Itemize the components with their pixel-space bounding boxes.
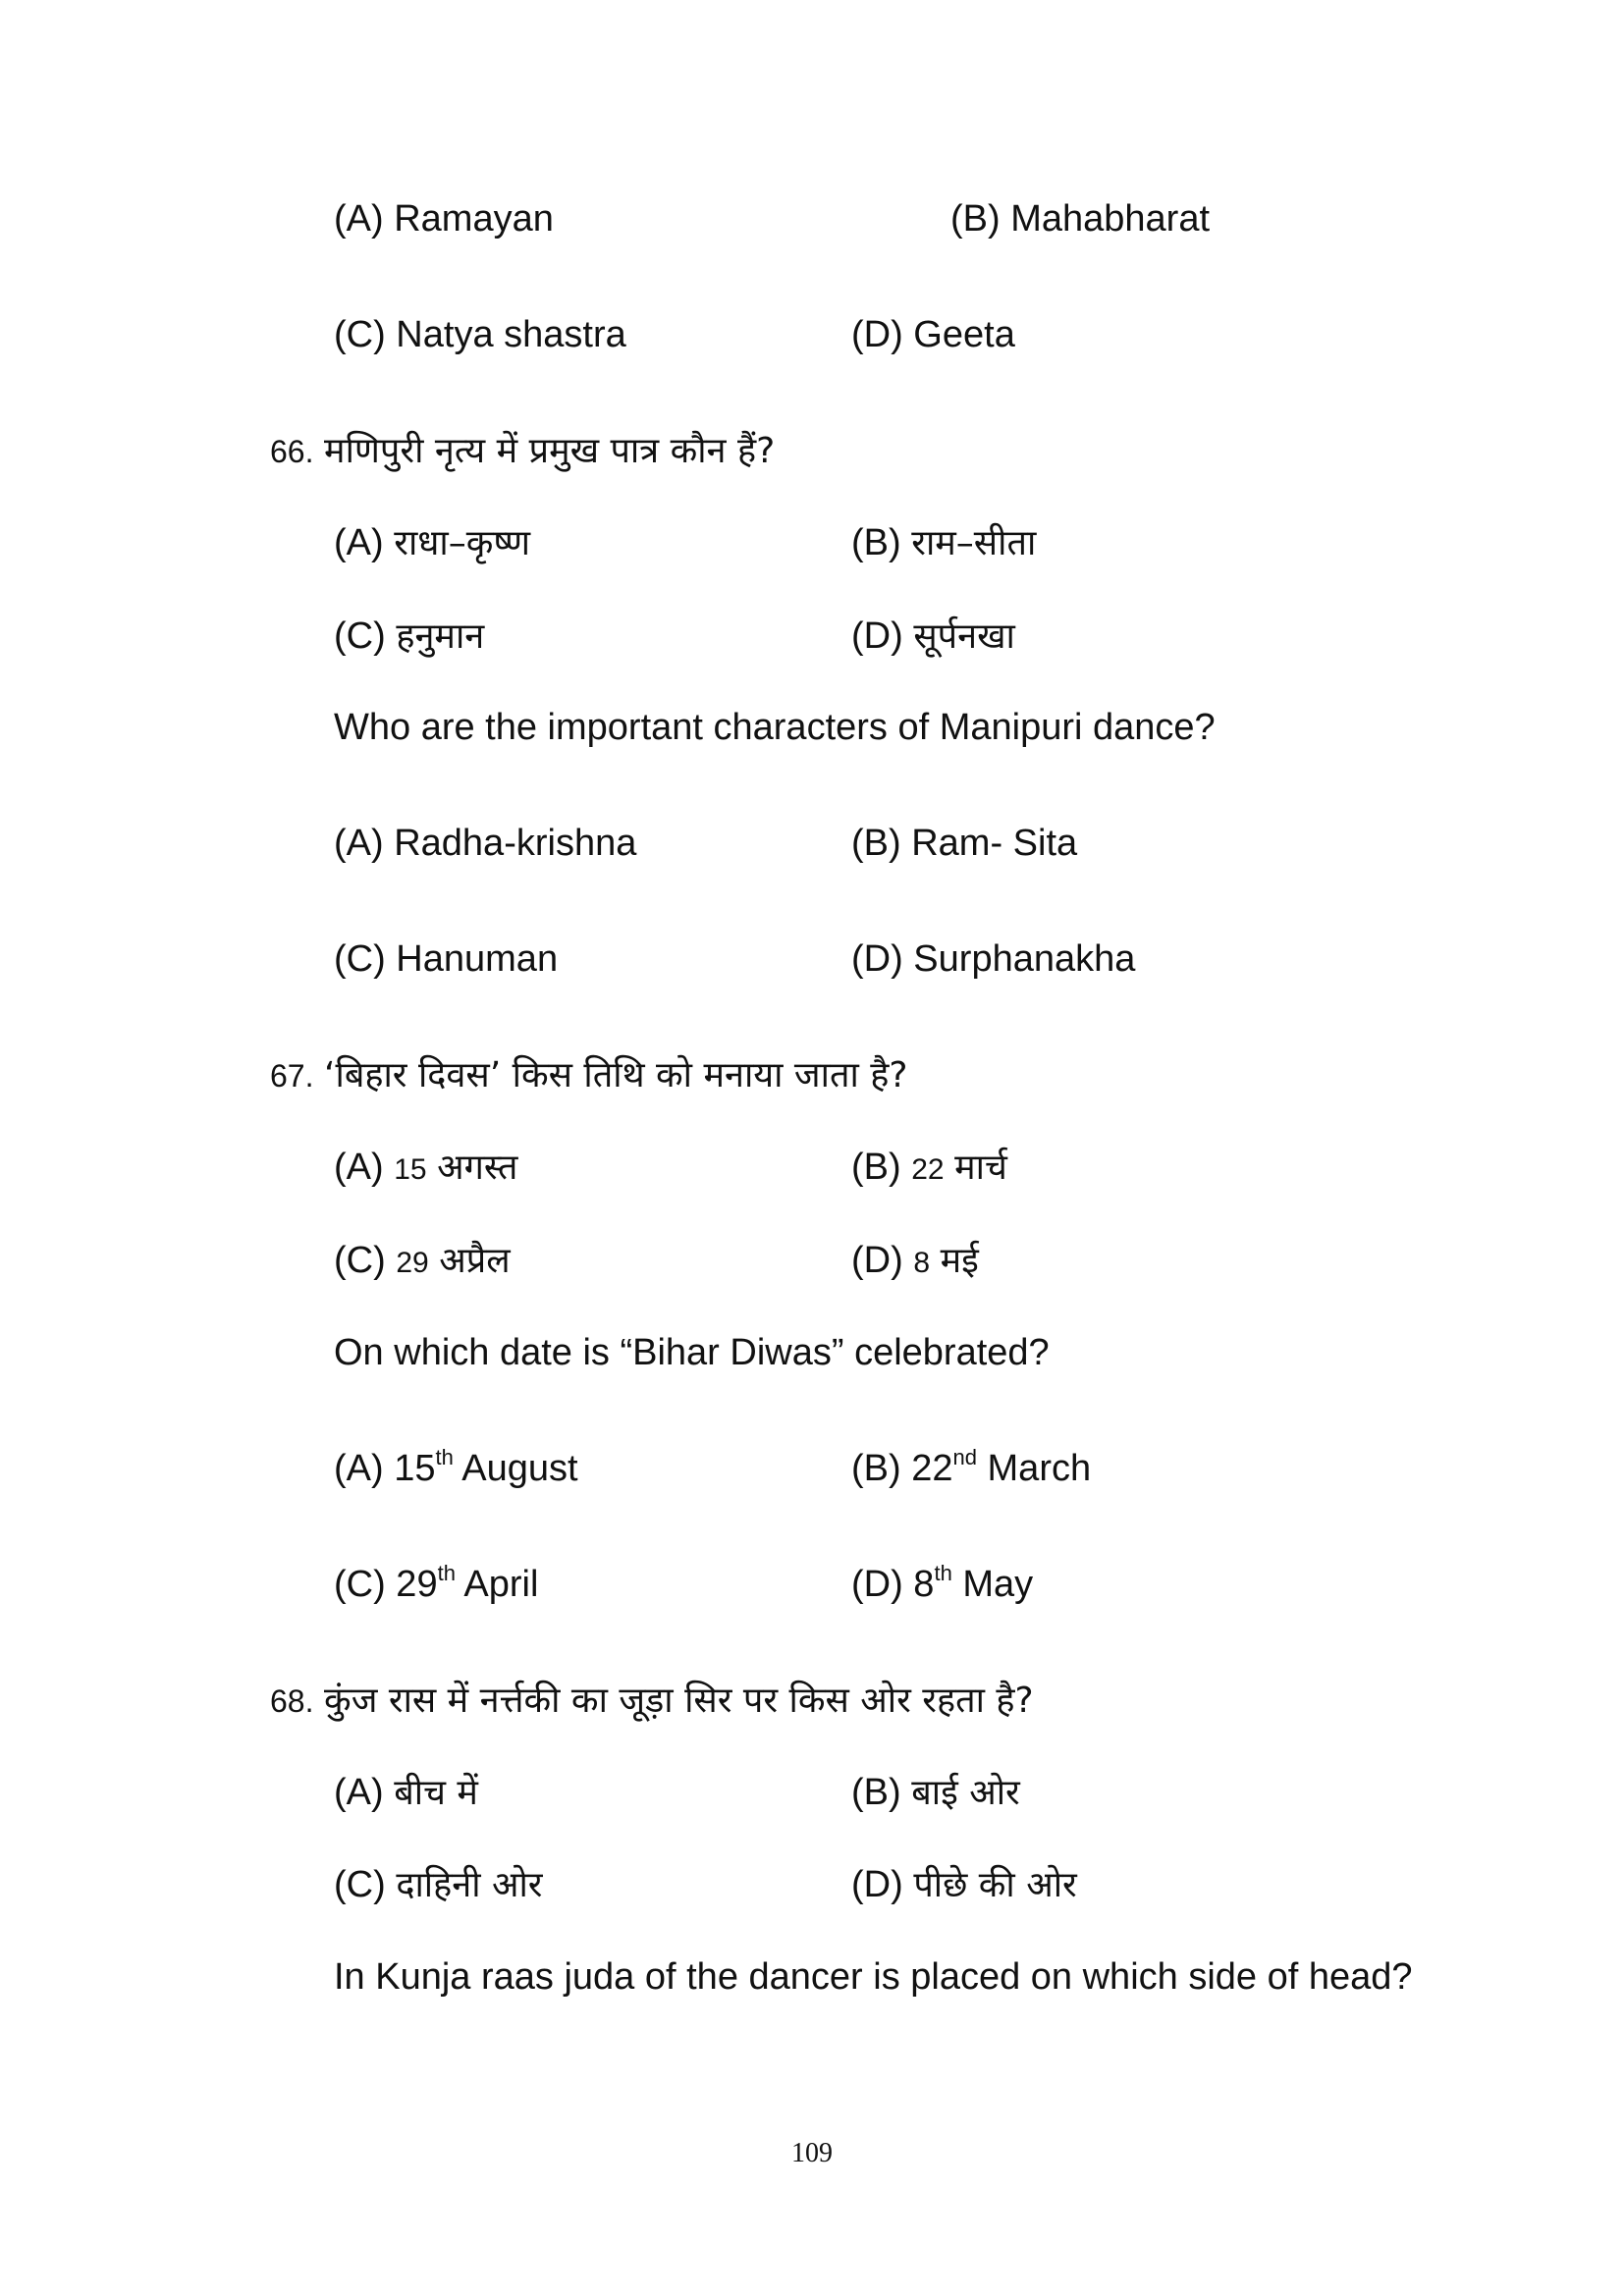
q67-option-d-english [851,1562,1033,1607]
question-67-hindi [270,1052,907,1098]
question-number: 68. [270,1683,314,1719]
q66-option-a-english: (A) Radha-krishna [334,823,637,864]
option-text: राम–सीता [911,523,1037,563]
option-text: August [453,1448,578,1489]
q67-option-a-hindi [334,1145,517,1193]
option-text: अगस्त [437,1148,518,1188]
option-text: दाहिनी ओर [396,1865,543,1905]
option-number: 29 [396,1247,429,1279]
q66-option-d-hindi [851,614,1015,660]
option-text: May [951,1564,1034,1605]
question-68-english: In Kunja raas juda of the dancer is placed on which side of head? [334,1956,1413,1998]
q66-option-a-hindi [334,520,530,566]
q66-option-d-english: (D) Surphanakha [851,938,1136,980]
option-label: (B) [851,1772,901,1813]
q66-option-b-english: (B) Ram- Sita [851,823,1078,864]
option-label: (D) [851,615,903,657]
q67-option-a-english [334,1446,578,1491]
question-text-hindi: मणिपुरी नृत्य में प्रमुख पात्र कौन हैं? [324,431,776,471]
q68-option-b-hindi [851,1770,1020,1816]
option-number: 8 [913,1247,931,1279]
option-text: सूर्पनखा [913,616,1015,657]
option-label: (B) [851,522,901,563]
question-number: 66. [270,434,314,469]
prev-option-a: (A) Ramayan [334,198,554,240]
option-text: (C) 29 [334,1564,438,1605]
option-text: राधा–कृष्ण [394,523,530,563]
q68-option-d-hindi [851,1862,1077,1908]
q66-option-c-hindi [334,614,484,660]
option-number: 22 [911,1153,945,1186]
option-label: (D) [851,1240,903,1281]
q67-option-b-hindi [851,1145,1007,1193]
page-number: 109 [791,2138,833,2168]
ordinal-suffix: th [934,1561,952,1585]
option-text: April [455,1564,539,1605]
q68-option-a-hindi [334,1770,478,1816]
question-number: 67. [270,1058,314,1094]
option-text: पीछे की ओर [913,1865,1077,1905]
option-text: अप्रैल [439,1241,511,1281]
option-label: (C) [334,1240,386,1281]
q66-option-c-english: (C) Hanuman [334,938,559,980]
option-text: (B) 22 [851,1448,953,1489]
question-68-hindi [270,1678,1034,1724]
option-text: (A) 15 [334,1448,436,1489]
ordinal-suffix: th [437,1561,456,1585]
prev-option-b: (B) Mahabharat [950,198,1211,240]
option-number: 15 [394,1153,427,1186]
option-text: बीच में [394,1773,478,1813]
question-text-hindi: ‘बिहार दिवस’ किस तिथि को मनाया जाता है? [324,1055,908,1095]
option-text: मार्च [954,1148,1007,1188]
ordinal-suffix: nd [952,1445,977,1469]
option-text: March [976,1448,1092,1489]
question-67-english: On which date is “Bihar Diwas” celebrated? [334,1332,1050,1373]
option-label: (C) [334,1864,386,1905]
option-text: हनुमान [396,616,485,657]
ordinal-suffix: th [435,1445,454,1469]
option-text: बाई ओर [911,1773,1020,1813]
q66-option-b-hindi [851,520,1036,566]
option-label: (B) [851,1147,901,1188]
q67-option-b-english [851,1446,1091,1491]
option-text: (D) 8 [851,1564,935,1605]
question-66-hindi [270,428,775,474]
question-text-hindi: कुंज रास में नर्त्तकी का जूड़ा सिर पर किस ओर रहता है? [324,1681,1034,1721]
q68-option-c-hindi [334,1862,543,1908]
q67-option-c-english [334,1562,538,1607]
option-label: (A) [334,1147,384,1188]
prev-option-c: (C) Natya shastra [334,314,626,355]
option-label: (D) [851,1864,903,1905]
option-text: मई [940,1241,979,1281]
q67-option-c-hindi [334,1238,511,1286]
option-label: (A) [334,522,384,563]
q67-option-d-hindi [851,1238,979,1286]
option-label: (A) [334,1772,384,1813]
prev-option-d: (D) Geeta [851,314,1015,355]
question-66-english: Who are the important characters of Manipuri dance? [334,707,1216,748]
option-label: (C) [334,615,386,657]
